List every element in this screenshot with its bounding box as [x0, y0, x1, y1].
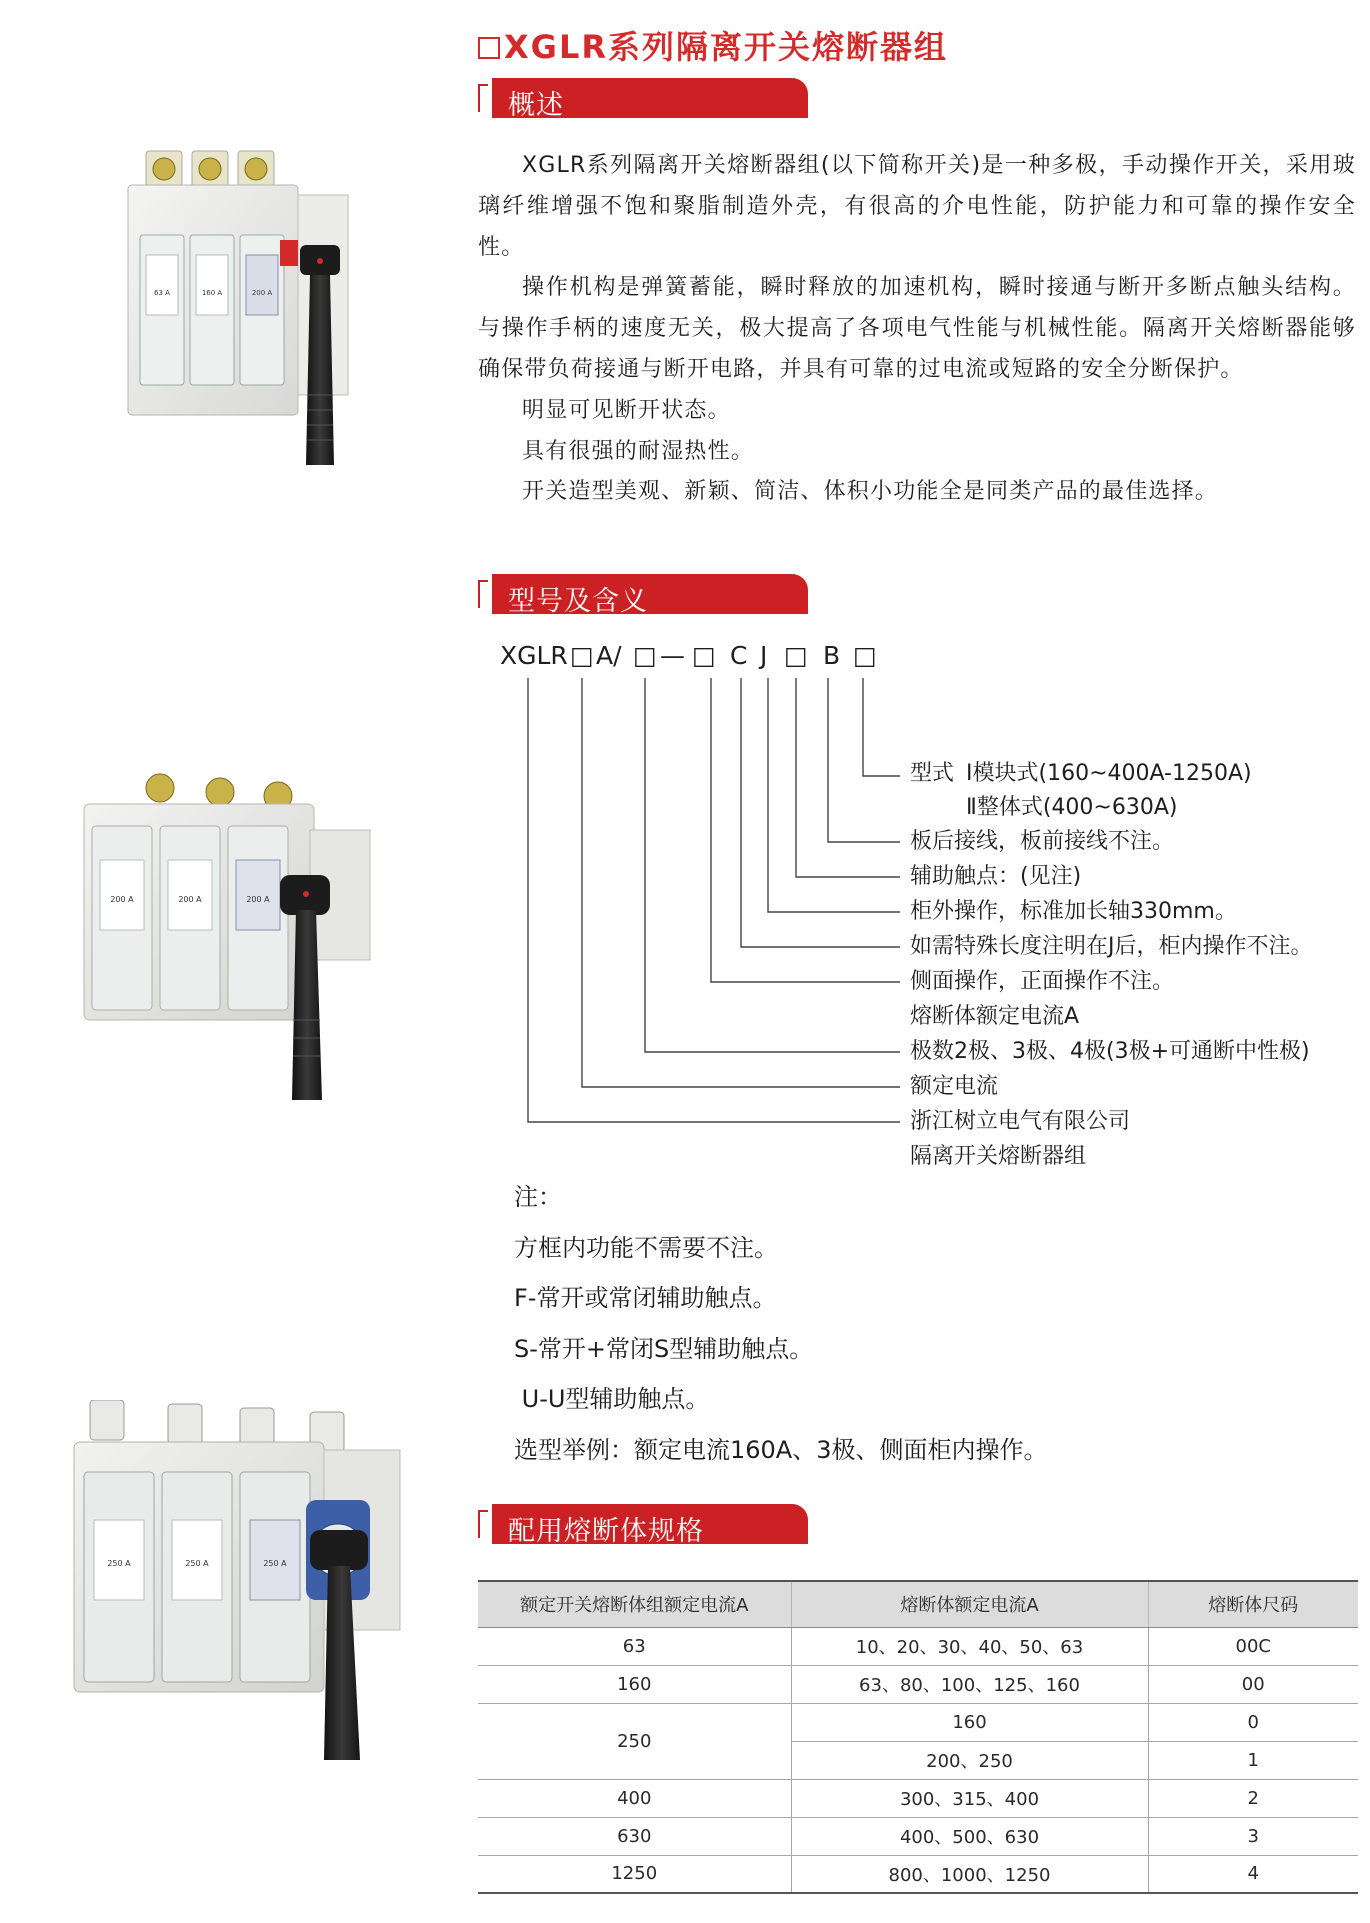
fuse-label: 200 A [251, 289, 273, 297]
table-cell: 0 [1148, 1703, 1358, 1741]
note-line: 注： [514, 1183, 562, 1211]
table-cell: 63、80、100、125、160 [791, 1665, 1148, 1703]
notes-block [514, 1172, 1048, 1475]
code-part-box: □ [853, 641, 877, 670]
table-cell: 2 [1148, 1779, 1358, 1817]
page-title-text: XGLR系列隔离开关熔断器组 [504, 28, 948, 66]
table-row [478, 1779, 1358, 1817]
section-title-overview: 概述 [508, 90, 564, 121]
desc-product: 隔离开关熔断器组 [910, 1144, 1087, 1168]
table-cell: 10、20、30、40、50、63 [791, 1627, 1148, 1665]
table-cell: 00 [1148, 1665, 1358, 1703]
section-header-overview [478, 78, 808, 121]
table-row [478, 1627, 1358, 1665]
code-part-unit: A/ [596, 641, 622, 670]
table-cell: 300、315、400 [791, 1779, 1148, 1817]
table-header-cell: 熔断体额定电流A [791, 1581, 1148, 1627]
code-part-box: □ [784, 641, 808, 670]
code-part-box: □ [633, 641, 657, 670]
desc-aux-contact: 辅助触点：(见注) [910, 864, 1082, 889]
note-line: 方框内功能不需要不注。 [514, 1233, 778, 1262]
table-row [478, 1855, 1358, 1893]
leader-lines [528, 678, 900, 1122]
table-row [478, 1703, 1358, 1741]
section-title-fuse: 配用熔断体规格 [508, 1516, 704, 1547]
desc-type-1: Ⅰ模块式(160~400A-1250A) [966, 761, 1252, 786]
desc-external-op: 柜外操作，标准加长轴330mm。 [910, 899, 1237, 924]
code-part-b: B [823, 641, 841, 670]
table-cell: 1 [1148, 1741, 1358, 1779]
section-header-model [478, 574, 808, 617]
corner-mark-icon [478, 580, 488, 608]
table-header-cell: 额定开关熔断体组额定电流A [478, 1581, 791, 1627]
table-header-row [478, 1581, 1358, 1627]
code-part-box: □ [692, 641, 716, 670]
desc-rated-current: 额定电流 [910, 1074, 999, 1099]
overview-paragraph: 具有很强的耐湿热性。 [522, 438, 755, 464]
fuse-label: 200 A [246, 895, 270, 904]
code-part-j: J [760, 641, 768, 670]
table-row [478, 1665, 1358, 1703]
fuse-label: 250 A [263, 1559, 287, 1568]
table-cell: 250 [478, 1703, 791, 1779]
code-part-series: XGLR [500, 641, 568, 670]
table-cell: 200、250 [791, 1741, 1148, 1779]
fuse-label: 160 A [201, 289, 223, 297]
product-photo-top [108, 145, 384, 473]
table-cell: 160 [478, 1665, 791, 1703]
table-cell: 1250 [478, 1855, 791, 1893]
code-part-c: C [730, 641, 748, 670]
desc-poles: 极数2极、3极、4极(3极+可通断中性极) [910, 1039, 1310, 1064]
fuse-label: 250 A [107, 1559, 131, 1568]
page-title [478, 22, 948, 68]
desc-type-label: 型式 [910, 761, 955, 786]
corner-mark-icon [478, 1510, 488, 1538]
table-cell: 4 [1148, 1855, 1358, 1893]
overview-paragraph: XGLR系列隔离开关熔断器组(以下简称开关)是一种多极，手动操作开关，采用玻璃纤维增强不饱和聚脂制造外壳，有很高的介电性能，防护能力和可靠的操作安全性。 [478, 153, 1356, 260]
fuse-label: 63 A [154, 289, 170, 297]
fuse-label: 200 A [110, 895, 134, 904]
product-photo-bottom [70, 1400, 405, 1765]
desc-wiring: 板后接线，板前接线不注。 [910, 829, 1175, 854]
table-cell: 630 [478, 1817, 791, 1855]
table-cell: 63 [478, 1627, 791, 1665]
section-title-model: 型号及含义 [508, 586, 648, 617]
table-cell: 800、1000、1250 [791, 1855, 1148, 1893]
note-line: S-常开+常闭S型辅助触点。 [514, 1334, 814, 1363]
desc-company: 浙江树立电气有限公司 [910, 1109, 1131, 1134]
table-cell: 400 [478, 1779, 791, 1817]
overview-paragraph: 开关造型美观、新颖、简洁、体积小功能全是同类产品的最佳选择。 [522, 479, 1219, 505]
table-header-cell: 熔断体尺码 [1148, 1581, 1358, 1627]
fuse-spec-table [478, 1580, 1358, 1894]
table-cell: 3 [1148, 1817, 1358, 1855]
table-row [478, 1817, 1358, 1855]
desc-fuse-current: 熔断体额定电流A [910, 1004, 1080, 1029]
desc-type-2: Ⅱ整体式(400~630A) [966, 795, 1178, 820]
checkbox-square-icon [478, 37, 500, 59]
note-line: F-常开或常闭辅助触点。 [514, 1284, 777, 1312]
overview-paragraph: 操作机构是弹簧蓄能，瞬时释放的加速机构，瞬时接通与断开多断点触头结构。与操作手柄的速度无关，极大提高了各项电气性能与机械性能。隔离开关熔断器能够确保带负荷接通与断开电路，并具有可靠的过电流或短路的安全分断保护。 [478, 275, 1356, 382]
fuse-label: 250 A [185, 1559, 209, 1568]
table-cell: 160 [791, 1703, 1148, 1741]
section-header-fuse [478, 1504, 808, 1547]
desc-side-op: 侧面操作，正面操作不注。 [910, 969, 1175, 994]
corner-mark-icon [478, 84, 488, 112]
overview-text [478, 146, 1356, 513]
table-cell: 00C [1148, 1627, 1358, 1665]
note-line: 选型举例：额定电流160A、3极、侧面柜内操作。 [514, 1435, 1048, 1464]
code-part-dash: — [660, 641, 685, 670]
model-code-diagram [478, 620, 1370, 1168]
table-cell: 400、500、630 [791, 1817, 1148, 1855]
code-part-box: □ [570, 641, 594, 670]
product-photo-middle [80, 770, 385, 1105]
overview-paragraph: 明显可见断开状态。 [522, 397, 731, 423]
note-line: U-U型辅助触点。 [514, 1385, 710, 1413]
desc-special-length: 如需特殊长度注明在J后，柜内操作不注。 [910, 934, 1313, 959]
fuse-label: 200 A [178, 895, 202, 904]
